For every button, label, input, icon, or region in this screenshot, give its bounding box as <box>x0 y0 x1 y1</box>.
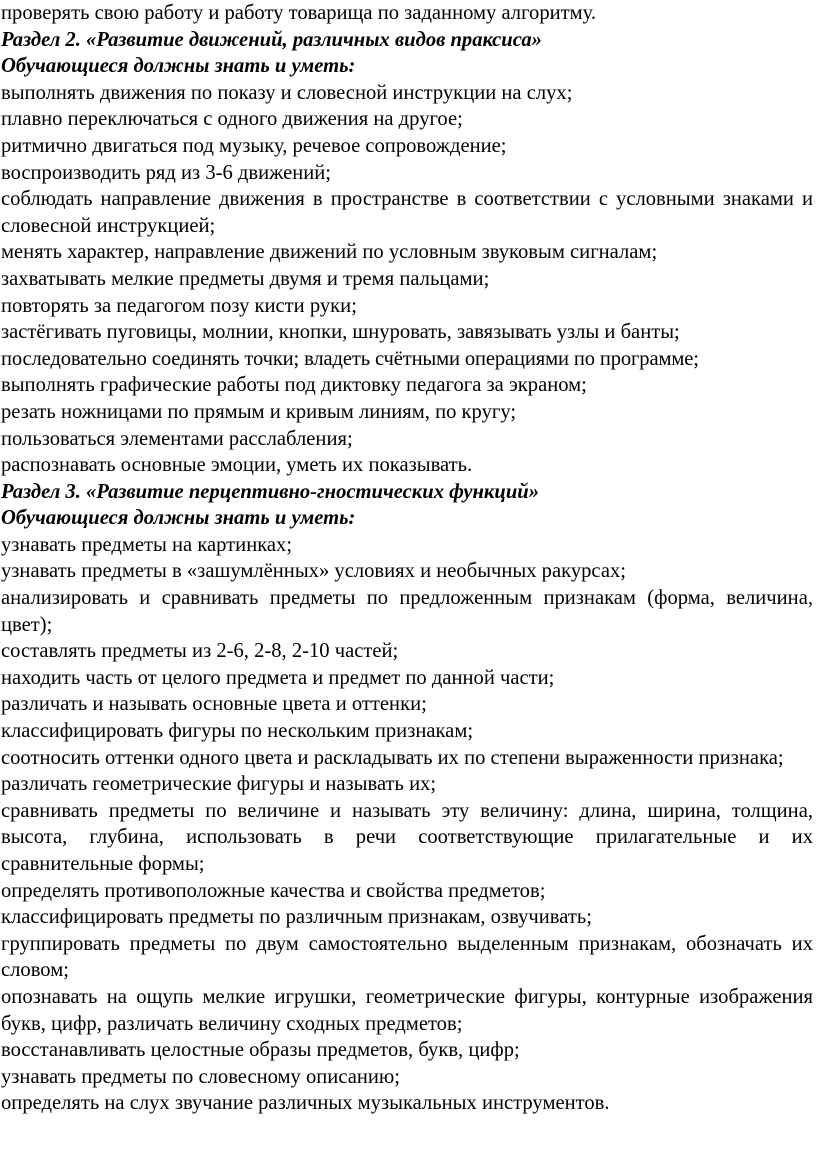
list-item: узнавать предметы на картинках; <box>1 533 293 556</box>
list-item: группировать предметы по двум самостоятельно выделенным признакам, обозначать их словом; <box>1 932 813 982</box>
list-item: определять на слух звучание различных музыкальных инструментов. <box>1 1092 610 1115</box>
list-item: застёгивать пуговицы, молнии, кнопки, шнуровать, завязывать узлы и банты; <box>1 321 680 344</box>
list-item: восстанавливать целостные образы предметов, букв, цифр; <box>1 1039 520 1062</box>
section-2-title: Раздел 2. «Развитие движений, различных видов праксиса» <box>1 28 542 51</box>
section-3-title: Раздел 3. «Развитие перцептивно-гностических функций» <box>1 480 540 503</box>
list-item: захватывать мелкие предметы двумя и тремя пальцами; <box>1 267 490 290</box>
list-item: ритмично двигаться под музыку, речевое сопровождение; <box>1 134 507 157</box>
list-item: последовательно соединять точки; владеть счётными операциями по программе; <box>1 347 699 370</box>
list-item: резать ножницами по прямым и кривым линиям, по кругу; <box>1 400 517 423</box>
list-item: распознавать основные эмоции, уметь их показывать. <box>1 454 473 477</box>
list-item: анализировать и сравнивать предметы по предложенным признакам (форма, величина, цвет); <box>1 587 813 636</box>
list-item: определять противоположные качества и свойства предметов; <box>1 879 546 902</box>
section-3-subtitle: Обучающиеся должны знать и уметь: <box>1 507 356 530</box>
list-item: пользоваться элементами расслабления; <box>1 427 353 450</box>
list-item: различать и называть основные цвета и оттенки; <box>1 693 427 716</box>
section-2-subtitle: Обучающиеся должны знать и уметь: <box>1 55 356 78</box>
list-item: выполнять движения по показу и словесной инструкции на слух; <box>1 81 573 104</box>
list-item: классифицировать предметы по различным признакам, озвучивать; <box>1 906 592 929</box>
intro-line: проверять свою работу и работу товарища по заданному алгоритму. <box>1 2 597 24</box>
list-item: узнавать предметы в «зашумлённых» условиях и необычных ракурсах; <box>1 560 626 583</box>
list-item: менять характер, направление движений по условным звуковым сигналам; <box>1 241 658 264</box>
list-item: опознавать на ощупь мелкие игрушки, геометрические фигуры, контурные изображения букв, цифр, различать величину сходных предметов; <box>1 985 813 1035</box>
list-item: выполнять графические работы под диктовку педагога за экраном; <box>1 374 587 397</box>
list-item: составлять предметы из 2-6, 2-8, 2-10 частей; <box>1 640 399 663</box>
list-item: плавно переключаться с одного движения на другое; <box>1 108 463 131</box>
list-item: сравнивать предметы по величине и называть эту величину: длина, ширина, толщина, высота, глубина, использовать в речи соответствующие прилагательные и их сравнительные формы; <box>1 799 813 875</box>
list-item: воспроизводить ряд из 3-6 движений; <box>1 161 332 184</box>
list-item: соблюдать направление движения в пространстве в соответствии с условными знаками и словесной инструкцией; <box>1 188 813 237</box>
list-item: классифицировать фигуры по нескольким признакам; <box>1 720 474 743</box>
list-item: находить часть от целого предмета и предмет по данной части; <box>1 666 555 689</box>
list-item: соотносить оттенки одного цвета и раскладывать их по степени выраженности признака; <box>1 746 784 769</box>
list-item: различать геометрические фигуры и называть их; <box>1 773 437 796</box>
list-item: узнавать предметы по словесному описанию; <box>1 1065 401 1088</box>
list-item: повторять за педагогом позу кисти руки; <box>1 294 357 317</box>
